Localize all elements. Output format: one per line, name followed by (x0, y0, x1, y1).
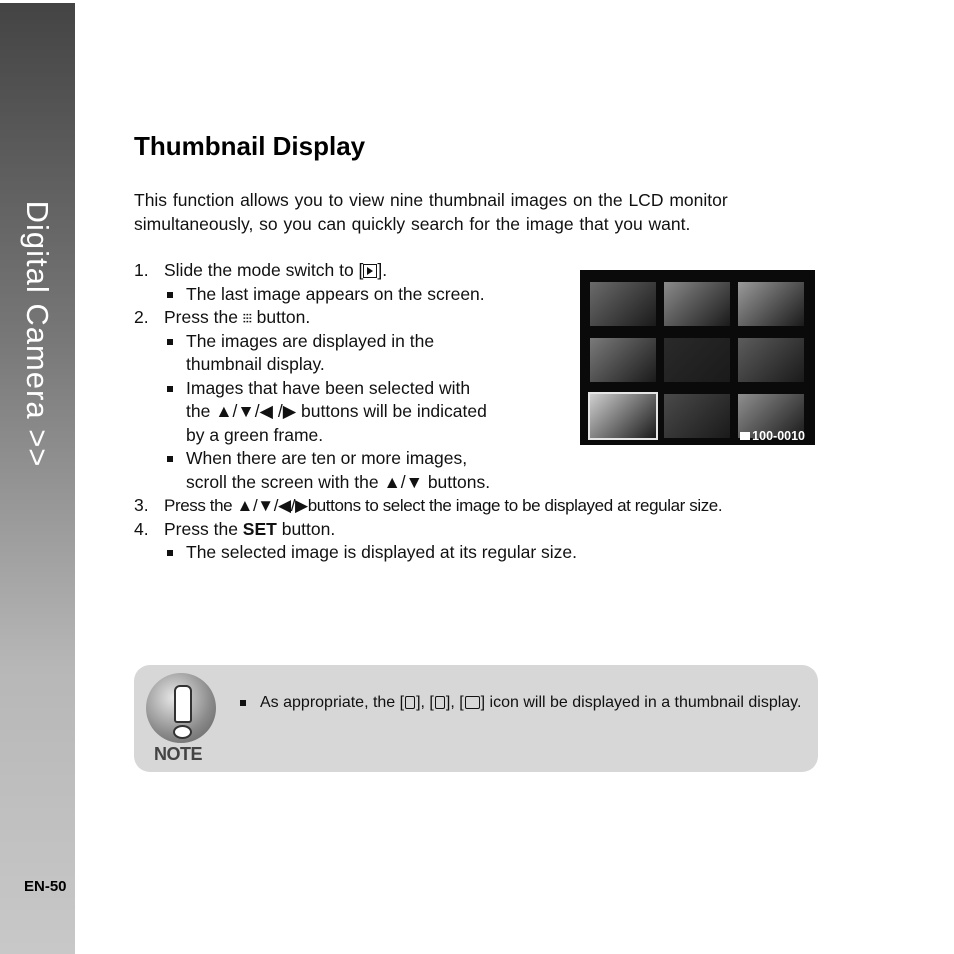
note-text: As appropriate, the [ ], [ ], [ ] icon will be displayed in a thumbnail display. (260, 694, 802, 711)
step-3: 3. Press the ▲/▼/◀/▶buttons to select the image to be displayed at regular size. (134, 495, 723, 515)
bullet-marker (167, 456, 173, 462)
step-4-bullet: The selected image is displayed at its regular size. (134, 541, 834, 565)
bullet-marker (167, 550, 173, 556)
sidebar-band (0, 3, 75, 954)
step-2-bullet-b: Images that have been selected with (134, 377, 834, 401)
step-2-bullet-a-cont: thumbnail display. (186, 354, 325, 374)
movie-icon (465, 696, 480, 709)
step-2: 2. Press the ⫶⫶⫶ button. (134, 307, 311, 327)
lock-icon (435, 696, 445, 709)
exclamation-icon (146, 673, 216, 743)
section-title: Digital Camera >> (20, 200, 55, 468)
step-1: 1. Slide the mode switch to [ ]. (134, 260, 388, 280)
page-number: EN-50 (24, 878, 67, 895)
lcd-thumbnail-screenshot (580, 270, 815, 445)
note-label: NOTE (154, 744, 203, 764)
step-2-bullet-a: The images are displayed in the (134, 330, 834, 354)
thumbnail-image (664, 282, 730, 326)
thumbnail-image (738, 338, 804, 382)
step-1-bullet: The last image appears on the screen. (134, 283, 834, 307)
step-2-bullet-b-cont: the ▲/▼/◀ /▶ buttons will be indicated (186, 401, 487, 421)
intro-paragraph: This function allows you to view nine thumbnail images on the LCD monitor simultaneously, so you can quickly search for the image that you want. (134, 190, 728, 234)
bullet-marker (240, 700, 246, 706)
note-box (134, 665, 818, 772)
file-number-label: 100-0010 (740, 429, 805, 443)
bullet-marker (167, 292, 173, 298)
step-4: 4. Press the SET button. (134, 518, 336, 539)
folder-icon (740, 432, 750, 440)
thumbnail-image (738, 282, 804, 326)
thumbnail-image (664, 394, 730, 438)
thumbnail-image (590, 338, 656, 382)
step-2-bullet-b-cont2: by a green frame. (186, 424, 324, 445)
step-2-bullet-c-cont: scroll the screen with the ▲/▼ buttons. (186, 471, 491, 492)
page-title: Thumbnail Display (134, 131, 366, 161)
thumbnail-image (664, 338, 730, 382)
playback-mode-icon (363, 264, 377, 278)
thumbnail-image (590, 282, 656, 326)
set-button-label: SET (242, 518, 277, 539)
thumbnail-button-icon: ⫶⫶⫶ (242, 312, 252, 326)
step-2-bullet-c: When there are ten or more images, (134, 447, 834, 471)
bullet-marker (167, 386, 173, 392)
bullet-marker (167, 339, 173, 345)
thumbnail-image (590, 394, 656, 438)
voice-memo-icon (405, 696, 415, 709)
